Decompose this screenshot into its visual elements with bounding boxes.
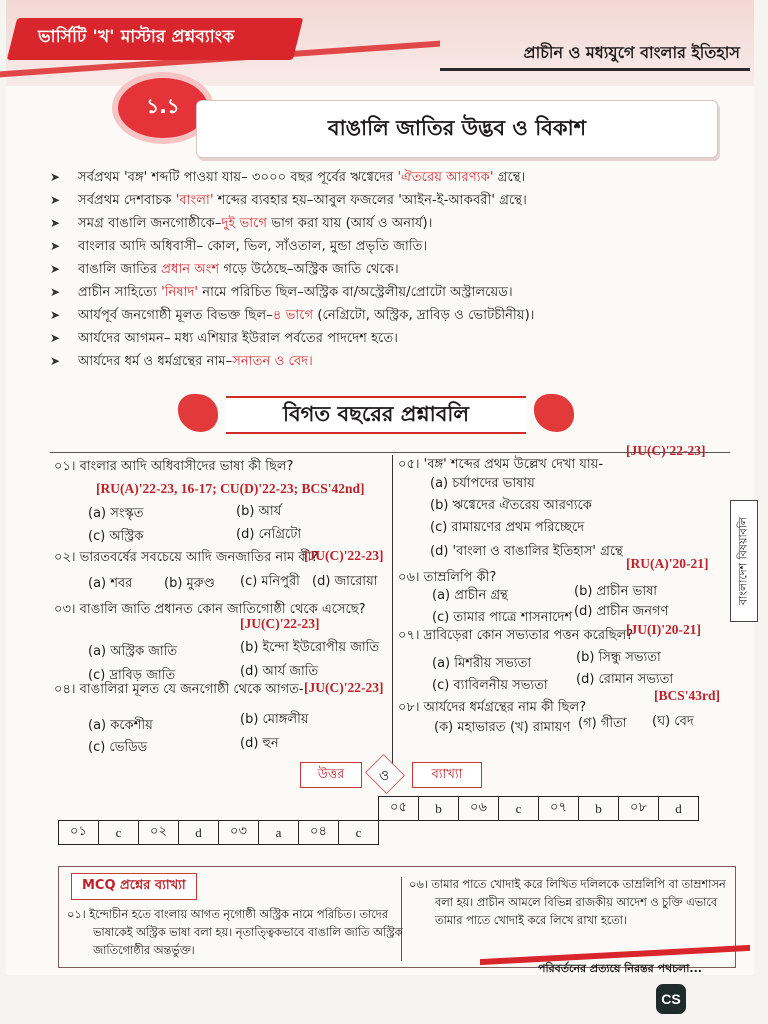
highlight-text: 'নিষাদ'	[161, 285, 198, 300]
bullet-item	[46, 304, 736, 327]
highlight-text: সনাতন ও বেদ।	[232, 354, 313, 369]
answer-cell: b	[579, 797, 619, 821]
answer-option: (d) আর্য জাতি	[240, 664, 319, 679]
answer-option: (a) প্রাচীন গ্রন্থ	[432, 588, 508, 603]
question-text: ০৮। আর্যদের ধর্মগ্রন্থের নাম কী ছিল?	[398, 700, 587, 715]
arrow-bullet-icon: ➤	[50, 308, 61, 322]
answer-cell: a	[259, 821, 299, 845]
empty-cell	[299, 797, 339, 821]
bullet-text: সর্বপ্রথম 'বঙ্গ' শব্দটি পাওয়া যায়– ৩০০০ বছর পূর্বের ঋগ্বেদের	[78, 170, 398, 185]
empty-cell	[259, 797, 299, 821]
question-reference: [JU(I)'20-21]	[626, 622, 701, 637]
highlight-text: 'ঐতরেয় আরণ্যক'	[397, 170, 494, 185]
side-label: বাংলাদেশ বিষয়াবলি	[730, 500, 758, 622]
empty-cell	[339, 797, 379, 821]
answer-option: (খ) রামায়ণ	[510, 720, 571, 735]
answer-option: (d) 'বাংলা ও বাঙালির ইতিহাস' গ্রন্থে	[430, 544, 623, 559]
answer-option: (b) ইন্দো ইউরোপীয় জাতি	[240, 640, 380, 655]
answer-option: (ক) মহাভারত	[434, 720, 506, 735]
question-text: ০২। ভারতবর্ষের সবচেয়ে আদি জনজাতির নাম কী?	[54, 550, 319, 565]
answer-option: (a) অস্ট্রিক জাতি	[88, 644, 178, 659]
mcq-left-3: জাতিগোষ্ঠীর অন্তর্ভুক্ত।	[93, 944, 195, 957]
answer-cell: d	[659, 797, 699, 821]
highlight-text: প্রধান অংশ	[161, 262, 220, 277]
topic-number: ১.১	[118, 78, 208, 138]
highlight-text: ৪ ভাগে	[272, 308, 314, 323]
answer-option: (a) শবর	[88, 576, 133, 591]
arrow-bullet-icon: ➤	[50, 216, 61, 230]
question-reference: [JU(C)'22-23]	[304, 548, 384, 563]
bullet-text: গ্রন্থে।	[493, 170, 526, 185]
answer-option: (b) আর্য	[236, 504, 282, 519]
answer-option: (গ) গীতা	[578, 716, 627, 731]
answer-option: (c) মনিপুরী	[240, 574, 300, 589]
answer-option: (d) প্রাচীন জনগণ	[574, 604, 669, 619]
arrow-bullet-icon: ➤	[50, 262, 61, 276]
table-row	[59, 797, 699, 821]
mcq-right-1: ০৬। তামার পাতে খোদাই করে লিখিত দলিলকে তাম্রলিপি বা তাম্রশাসন	[409, 878, 726, 891]
bullet-text: বাঙালি জাতির	[78, 262, 162, 277]
bullet-item	[46, 281, 736, 304]
answer-option: (b) ঋগ্বেদের ঐতরেয় আরণ্যকে	[430, 498, 592, 513]
answer-option: (c) ব্যাবিলনীয় সভ্যতা	[432, 678, 548, 693]
bullet-text: আর্যদের আগমন– মধ্য এশিয়ার ইউরাল পর্বতের পাদদেশ হতে।	[78, 331, 398, 346]
question-text: ০৩। বাঙালি জাতি প্রধানত কোন জাতিগোষ্ঠী থেকে এসেছে?	[54, 602, 366, 617]
highlight-text: 'বাংলা'	[175, 193, 214, 208]
section-heading	[178, 390, 574, 434]
question-text: ০৭। দ্রাবিড়েরা কোন সভ্যতার পত্তন করেছিল?	[398, 628, 634, 643]
answer-option: (d) হুন	[240, 736, 279, 751]
bullet-item	[46, 166, 736, 189]
footer-slogan: পরিবর্তনের প্রত্যয়ে নিরন্তর পথচলা...	[538, 962, 702, 975]
bullet-item	[46, 327, 736, 350]
bullet-text: বাংলার আদি অধিবাসী– কোল, ভিল, সাঁওতাল, মুন্ডা প্রভৃতি জাতি।	[78, 239, 428, 254]
answer-option: (a) ককেশীয়	[88, 718, 153, 733]
column-divider	[392, 455, 393, 765]
answer-cell: b	[419, 797, 459, 821]
question-reference: [BCS'43rd]	[654, 688, 721, 703]
answer-and: ও	[378, 768, 390, 784]
answer-cell: c	[339, 821, 379, 845]
arrow-bullet-icon: ➤	[50, 239, 61, 253]
bangladesh-map-icon	[534, 394, 574, 432]
bullet-item	[46, 212, 736, 235]
bullet-text: আর্যপূর্ব জনগোষ্ঠী মূলত বিভক্ত ছিল–	[78, 308, 273, 323]
question-number-cell: ০৫	[379, 797, 419, 821]
answer-option: (c) ভেডিড	[88, 740, 148, 755]
bullet-text: শব্দের ব্যবহার হয়–আবুল ফজলের 'আইন-ই-আকবরী' গ্রন্থে।	[213, 193, 527, 208]
answer-option: (b) সিন্ধু সভ্যতা	[576, 650, 661, 665]
bangladesh-map-icon	[178, 394, 218, 432]
answer-option: (b) প্রাচীন ভাষা	[574, 584, 658, 599]
bullet-text: প্রাচীন সাহিত্যে	[78, 285, 162, 300]
highlight-text: দুই ভাগে	[221, 216, 268, 231]
answer-option: (c) দ্রাবিড় জাতি	[88, 668, 176, 683]
question-text: ০৬। তাম্রলিপি কী?	[398, 570, 497, 585]
question-reference: [RU(A)'20-21]	[626, 556, 709, 571]
answer-option: (a) চর্যাপদের ভাষায়	[430, 476, 535, 491]
empty-cell	[179, 797, 219, 821]
bullet-text: নামে পরিচিত ছিল–অস্ট্রিক বা/অস্ট্রেলীয়/প্রোটো অস্ট্রালয়েড।	[198, 285, 513, 300]
question-text: ০৫। 'বঙ্গ' শব্দের প্রথম উল্লেখ দেখা যায়-	[398, 457, 604, 472]
question-reference: [JU(C)'22-23]	[626, 443, 706, 458]
table-row	[59, 821, 699, 845]
bullet-text: গড়ে উঠেছে–অস্ট্রিক জাতি থেকে।	[219, 262, 399, 277]
topic-title: বাঙালি জাতির উদ্ভব ও বিকাশ	[196, 100, 718, 158]
answer-option: (a) মিশরীয় সভ্যতা	[432, 656, 532, 671]
arrow-bullet-icon: ➤	[50, 170, 61, 184]
bullet-text: সমগ্র বাঙালি জনগোষ্ঠীকে–	[78, 216, 222, 231]
answer-cell: c	[499, 797, 539, 821]
mcq-right-2: বলা হয়। প্রাচীন আমলে বিভিন্ন রাজকীয় আদেশ ও চুক্তি এভাবে	[435, 896, 718, 909]
empty-cell	[59, 797, 99, 821]
arrow-bullet-icon: ➤	[50, 331, 61, 345]
question-reference: [JU(C)'22-23]	[240, 616, 320, 631]
question-number-cell: ০২	[139, 821, 179, 845]
answer-table	[58, 796, 699, 845]
question-number-cell: ০৭	[539, 797, 579, 821]
bullet-list	[46, 166, 736, 373]
bullet-text: (নেগ্রিটো, অস্ট্রিক, দ্রাবিড় ও ভোটচীনীয়)।	[313, 308, 535, 323]
answer-option: (c) তামার পাত্রে শাসনাদেশ	[432, 610, 573, 625]
bullet-item	[46, 189, 736, 212]
chapter-title: প্রাচীন ও মধ্যযুগে বাংলার ইতিহাস	[440, 38, 750, 71]
answer-cell: d	[179, 821, 219, 845]
empty-cell	[139, 797, 179, 821]
brand-title: ভার্সিটি 'খ' মাস্টার প্রশ্নব্যাংক	[38, 27, 235, 47]
question-number-cell: ০৪	[299, 821, 339, 845]
explanation-label: ব্যাখ্যা	[412, 762, 482, 788]
question-text: ০৪। বাঙালিরা মূলত যে জনগোষ্ঠী থেকে আগত-	[54, 682, 304, 697]
mcq-title: MCQ প্রশ্নের ব্যাখ্যা	[71, 873, 197, 900]
question-number-cell: ০৮	[619, 797, 659, 821]
question-number-cell: ০৩	[219, 821, 259, 845]
camscanner-badge: CS	[656, 984, 686, 1014]
arrow-bullet-icon: ➤	[50, 285, 61, 299]
question-number-cell: ০৬	[459, 797, 499, 821]
answer-option: (d) রোমান সভ্যতা	[576, 672, 674, 687]
arrow-bullet-icon: ➤	[50, 193, 61, 207]
bullet-item	[46, 350, 736, 373]
empty-cell	[219, 797, 259, 821]
question-text: ০১। বাংলার আদি অধিবাসীদের ভাষা কী ছিল?	[54, 459, 294, 474]
answer-option: (b) মুরুণ্ড	[164, 576, 215, 591]
bullet-text: সর্বপ্রথম দেশবাচক	[78, 193, 176, 208]
question-reference: [RU(A)'22-23, 16-17; CU(D)'22-23; BCS'42nd]	[96, 481, 365, 496]
answer-option: (b) মোঙ্গলীয়	[240, 712, 309, 727]
answer-option: (c) অস্ট্রিক	[88, 529, 144, 544]
answer-cell: c	[99, 821, 139, 845]
section-title: বিগত বছরের প্রশ্নাবলি	[226, 396, 526, 434]
bullet-text: ভাগ করা যায় (আর্য ও অনার্য)।	[267, 216, 433, 231]
arrow-bullet-icon: ➤	[50, 354, 61, 368]
bullet-item	[46, 235, 736, 258]
answer-label: উত্তর	[300, 762, 362, 788]
mcq-right-3: তামার পাতে খোদাই করে লিখে রাখা হতো।	[435, 914, 628, 927]
answer-option: (ঘ) বেদ	[652, 714, 694, 729]
question-number-cell: ০১	[59, 821, 99, 845]
bullet-item	[46, 258, 736, 281]
answer-heading	[290, 756, 490, 790]
answer-option: (d) নেগ্রিটো	[236, 527, 302, 542]
question-reference: [JU(C)'22-23]	[304, 680, 384, 695]
answer-option: (a) সংস্কৃত	[88, 506, 144, 521]
bullet-text: আর্যদের ধর্ম ও ধর্মগ্রন্থের নাম–	[78, 354, 233, 369]
answer-option: (d) জারোয়া	[312, 574, 378, 589]
mcq-left-1: ০১। ইন্দোচীন হতে বাংলায় আগত নৃগোষ্ঠী অস্ট্রিক নামে পরিচিত। তাদের	[67, 908, 388, 921]
answer-option: (c) রামায়ণের প্রথম পরিচ্ছেদে	[430, 520, 585, 535]
empty-cell	[99, 797, 139, 821]
mcq-left-2: ভাষাকেই অস্ট্রিক ভাষা বলা হয়। নৃতাত্ত্বিকভাবে বাঙালি জাতি অস্ট্রিক	[93, 926, 403, 939]
mcq-divider	[401, 877, 402, 961]
